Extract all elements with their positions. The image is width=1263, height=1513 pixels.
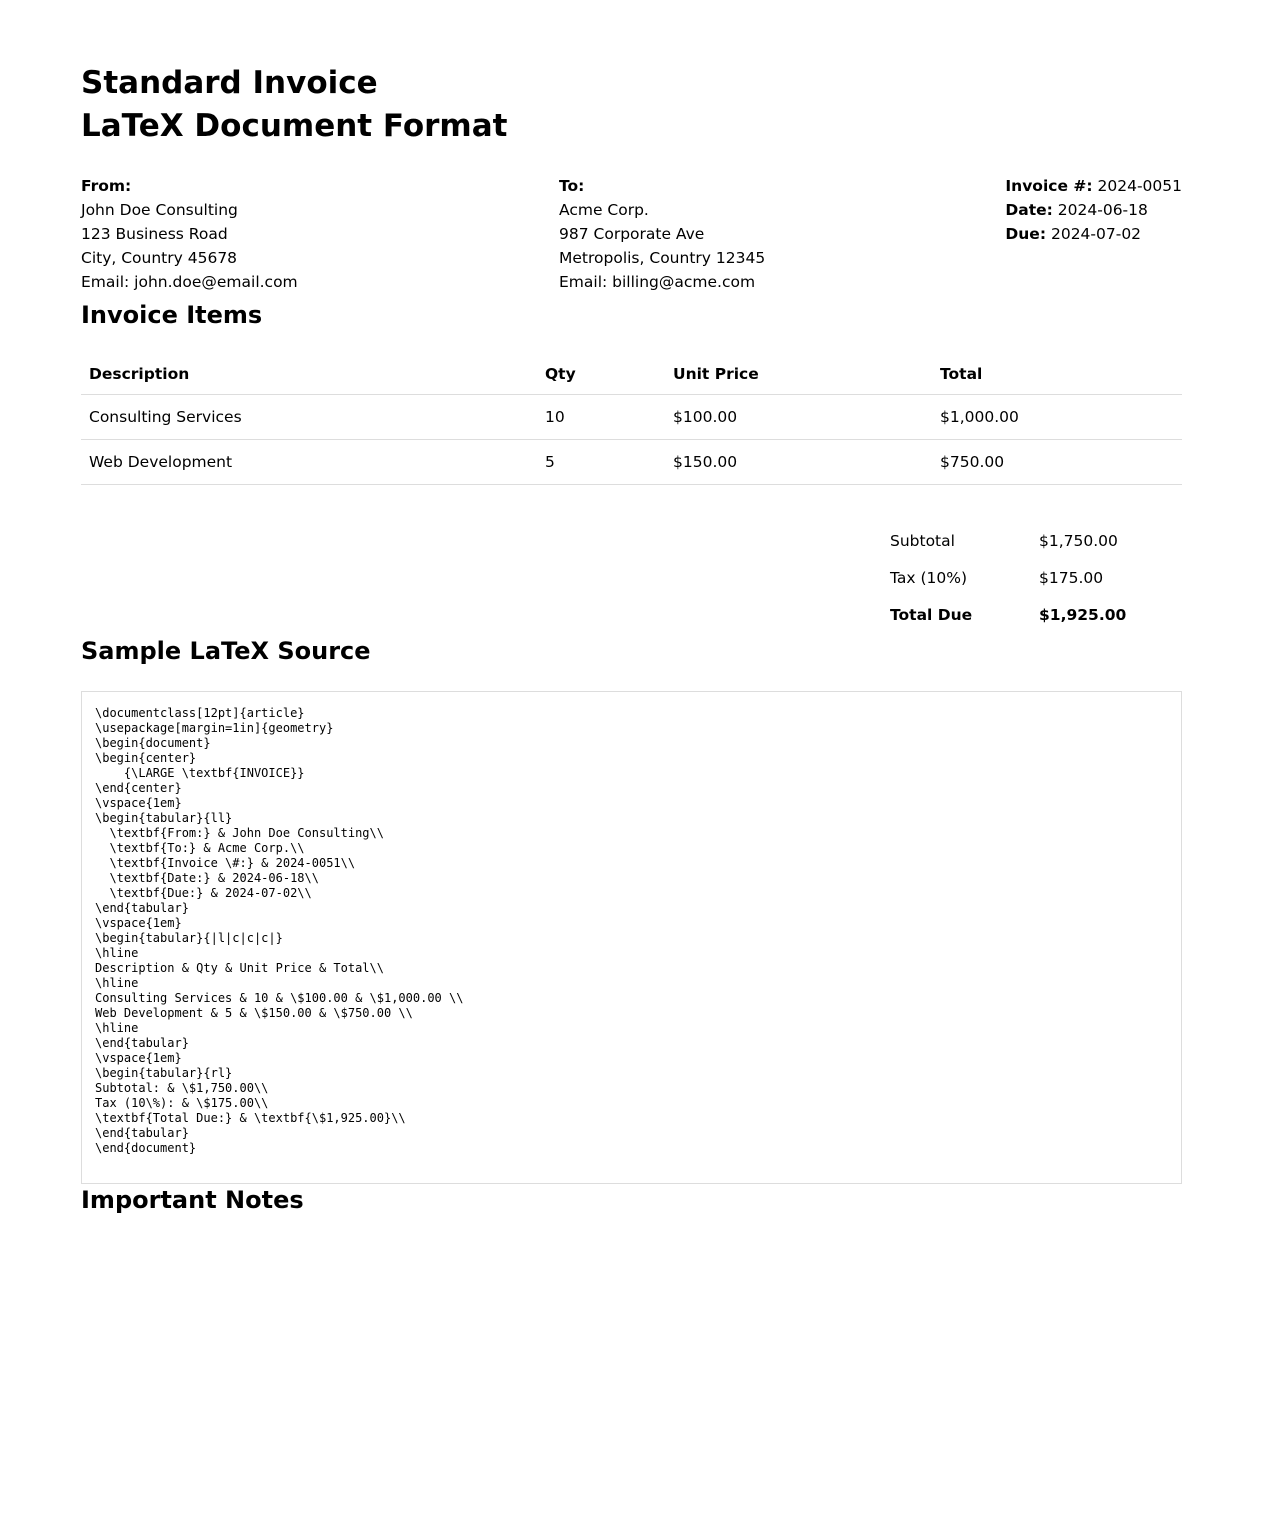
invoice-date-value: 2024-06-18 — [1057, 201, 1148, 219]
title-line-1: Standard Invoice — [81, 65, 378, 101]
tax-label: Tax (10%) — [890, 569, 968, 587]
cell-qty: 5 — [537, 440, 665, 485]
invoice-due — [1005, 222, 1182, 246]
to-name: Acme Corp. — [559, 201, 649, 219]
from-address-line-2: City, Country 45678 — [81, 249, 238, 267]
invoice-page — [81, 0, 1182, 1216]
subtotal-row — [890, 523, 1150, 560]
table-header-row — [81, 353, 1182, 395]
cell-qty: 10 — [537, 395, 665, 440]
invoice-due-label: Due: — [1005, 225, 1047, 243]
invoice-due-value: 2024-07-02 — [1050, 225, 1142, 243]
totals-block — [81, 523, 1182, 635]
column-header-total: Total — [932, 353, 1182, 395]
to-block — [559, 174, 765, 294]
invoice-meta-block — [1005, 174, 1182, 246]
page-title — [81, 62, 1182, 148]
tax-row — [890, 560, 1150, 597]
table-row — [81, 395, 1182, 440]
table-row — [81, 440, 1182, 485]
to-address-line-1: 987 Corporate Ave — [559, 225, 705, 243]
total-due-label: Total Due — [890, 606, 973, 624]
invoice-items-heading: Invoice Items — [81, 301, 263, 329]
column-header-qty: Qty — [537, 353, 665, 395]
to-label: To: — [559, 177, 585, 195]
invoice-number-label: Invoice #: — [1005, 177, 1093, 195]
invoice-number-value: 2024-0051 — [1097, 177, 1182, 195]
cell-description: Web Development — [81, 440, 537, 485]
to-address-line-2: Metropolis, Country 12345 — [559, 249, 766, 267]
total-due-row — [890, 597, 1150, 634]
invoice-date-label: Date: — [1005, 201, 1053, 219]
column-header-unit-price: Unit Price — [665, 353, 932, 395]
invoice-date — [1005, 198, 1182, 222]
latex-source-heading: Sample LaTeX Source — [81, 637, 371, 665]
from-label: From: — [81, 177, 132, 195]
total-due-value: $1,925.00 — [1039, 606, 1127, 624]
subtotal-label: Subtotal — [890, 532, 955, 550]
invoice-items-table — [81, 353, 1182, 485]
cell-unit-price: $150.00 — [665, 440, 932, 485]
cell-total: $1,000.00 — [932, 395, 1182, 440]
subtotal-value: $1,750.00 — [1039, 532, 1118, 550]
cell-description: Consulting Services — [81, 395, 537, 440]
parties-block — [81, 174, 1182, 299]
from-block — [81, 174, 298, 294]
column-header-description: Description — [81, 353, 537, 395]
title-line-2: LaTeX Document Format — [81, 108, 508, 144]
tax-value: $175.00 — [1039, 569, 1104, 587]
important-notes-heading: Important Notes — [81, 1186, 304, 1214]
to-email: Email: billing@acme.com — [559, 273, 756, 291]
from-address-line-1: 123 Business Road — [81, 225, 228, 243]
from-name: John Doe Consulting — [81, 201, 238, 219]
invoice-number — [1005, 174, 1182, 198]
latex-source-code-block: \documentclass[12pt]{article} \usepackage[margin=1in]{geometry} \begin{document} \begin{center} {\LARGE \textbf{INVOICE}} \end{center} \vspace{1em} \begin{tabular}{ll} \textbf{From:} & John Doe Consulting\\ \textbf{To:} & Acme Corp.\\ \textbf{Invoice \#:} & 2024-0051\\ \textbf{Date:} & 2024-06-18\\ \textbf{Due:} & 2024-07-02\\ \end{tabular} \vspace{1em} \begin{tabular}{|l|c|c|c|} \hline Description & Qty & Unit Price & Total\\ \hline Consulting Services & 10 & \$100.00 & \$1,000.00 \\ Web Development & 5 & \$150.00 & \$750.00 \\ \hline \end{tabular} \vspace{1em} \begin{tabular}{rl} Subtotal: & \$1,750.00\\ Tax (10\%): & \$175.00\\ \textbf{Total Due:} & \textbf{\$1,925.00}\\ \end{tabular} \end{document} — [81, 691, 1182, 1184]
from-email: Email: john.doe@email.com — [81, 273, 298, 291]
cell-unit-price: $100.00 — [665, 395, 932, 440]
cell-total: $750.00 — [932, 440, 1182, 485]
